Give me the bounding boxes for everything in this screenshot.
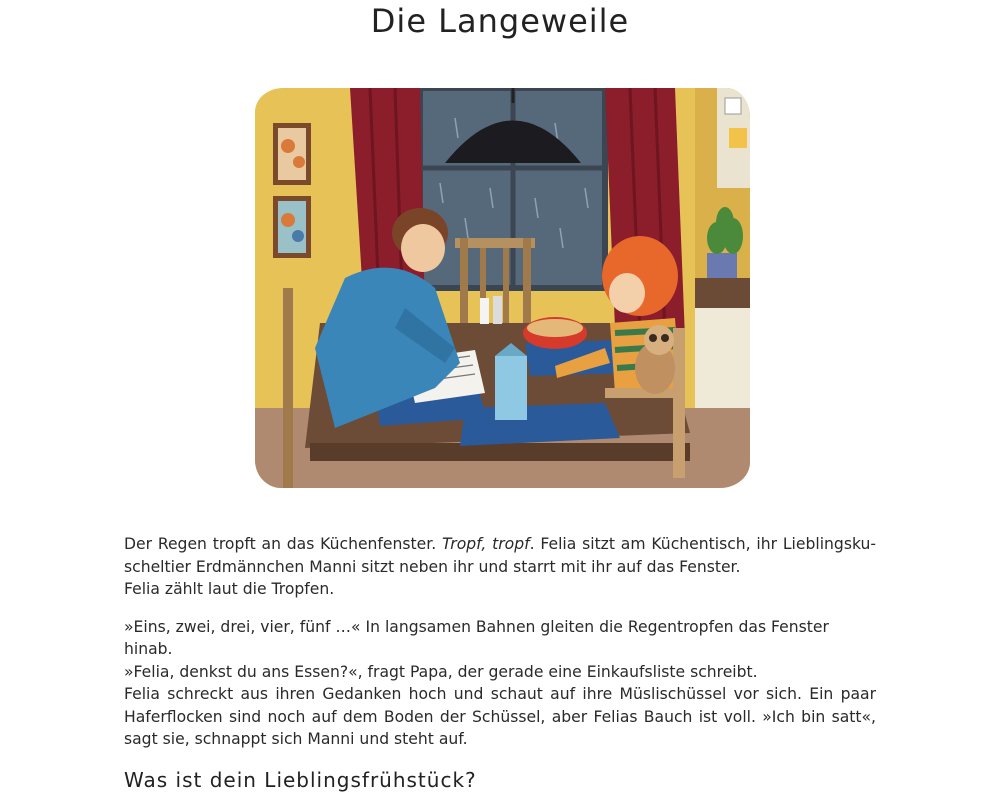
page-title: Die Langeweile: [370, 2, 630, 40]
story-text: [124, 533, 876, 751]
story-paragraph-1: [124, 533, 876, 601]
story-line: sagt sie, schnappt sich Manni und steht auf.: [124, 730, 468, 748]
onomatopoeia: Tropf, tropf: [441, 535, 530, 553]
story-line: »Felia, denkst du ans Essen?«, fragt Papa, der gerade eine Einkaufsliste schreibt.: [124, 662, 758, 681]
question-heading: Was ist dein Lieblingsfrühstück?: [124, 768, 477, 792]
story-line: scheltier Erdmännchen Manni sitzt neben ihr und starrt mit ihr auf das Fenster.: [124, 557, 741, 576]
story-line: Haferflocken sind noch auf dem Boden der Schüssel, aber Felias Bauch ist voll. »Ich bin satt«,: [124, 707, 876, 726]
story-line: Felia schreckt aus ihren Gedanken hoch und schaut auf ihre Müslischüssel vor sich. Ein paar: [124, 685, 876, 703]
kitchen-illustration: [255, 88, 750, 488]
story-paragraph-2: [124, 616, 876, 751]
story-line: Der Regen tropft an das Küchenfenster. Tropf, tropf. Felia sitzt am Küchentisch, ihr Lieblingsku-: [124, 535, 877, 553]
story-line: Felia zählt laut die Tropfen.: [124, 580, 335, 598]
story-line: »Eins, zwei, drei, vier, fünf …« In langsamen Bahnen gleiten die Regentropfen das Fenster hinab.: [124, 617, 829, 658]
